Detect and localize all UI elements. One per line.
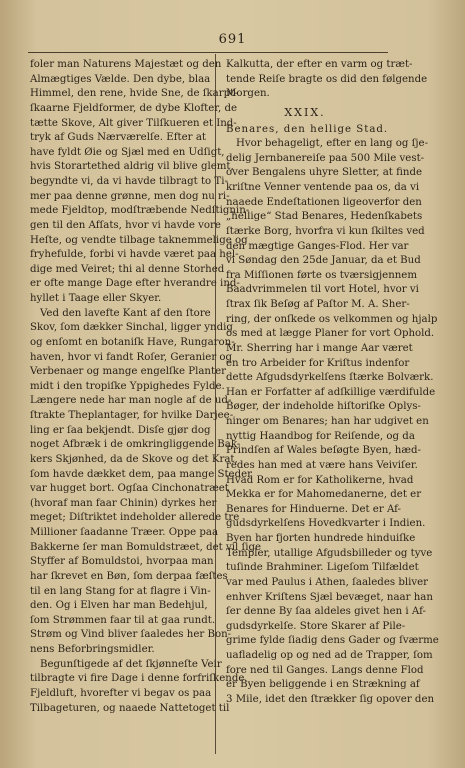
- text-line: haven, hvor vi fandt Roſer, Geranier og: [30, 351, 233, 363]
- text-line: tilbragte vi fire Dage i denne forfriſkende: [30, 673, 245, 685]
- text-line: Hvad Rom er for Katholikerne, hvad: [226, 474, 414, 486]
- text-line: Millioner ſaadanne Træer. Oppe paa: [30, 527, 219, 538]
- text-line: Skov, ſom dækker Sinchal, ligger yndig: [30, 322, 233, 334]
- text-line: ring, der onſkede os velkommen og hjalp: [226, 313, 438, 325]
- text-line: os med at lægge Planer for vort Ophold.: [226, 328, 435, 340]
- text-line: Tilbageturen, og naaede Nattetoget til: [30, 702, 230, 714]
- right-column-continuation: [226, 58, 428, 102]
- text-line: Almægtiges Vælde. Den dybe, blaa: [30, 73, 211, 85]
- text-line: Himmel, den rene, hvide Sne, de ſkarpt-: [30, 88, 238, 100]
- text-line: Baadvrimmelen til vort Hotel, hvor vi: [226, 284, 419, 296]
- text-line: kriſtne Venner ventende paa os, da vi: [226, 182, 420, 193]
- text-line: grime fylde ſiadig dens Gader og ſværme: [226, 635, 439, 647]
- text-line: Heſte, og vendte tilbage taknemmelige og: [30, 234, 248, 246]
- text-line: „hellige“ Stad Benares, Hedenſkabets: [226, 211, 423, 223]
- text-line: Hvor behageligt, efter en lang og ſje-: [236, 138, 429, 150]
- text-line: Fjeldluft, hvorefter vi begav os paa: [30, 687, 212, 699]
- text-line: uafladelig op og ned ad de Trapper, ſom: [226, 650, 433, 661]
- right-column-body: [226, 137, 439, 707]
- text-line: ſom havde dækket dem, paa mange Steder: [30, 468, 252, 480]
- text-line: kers Skjønhed, da de Skove og det Krat,: [30, 453, 238, 465]
- text-line: og enſomt en botaniſk Have, Rungaron-: [30, 336, 235, 348]
- text-line: gen til den Afſats, hvor vi havde vore: [30, 219, 221, 231]
- text-line: midt i den tropiſke Yppighedes Fylde.: [30, 380, 225, 392]
- text-line: var hugget bort. Ogſaa Cinchonatræet: [30, 483, 229, 495]
- text-line: enhver Kriſtens Sjæl bevæget, naar han: [226, 591, 433, 603]
- text-line: Styffer af Bomuldstoi, hvorpaa man: [30, 556, 214, 568]
- text-line: vi Søndag den 25de Januar, da et Bud: [226, 255, 421, 267]
- text-line: Templer, utallige Afgudsbilleder og tyve: [226, 547, 433, 559]
- text-line: Kalkutta, der efter en varm og træt-: [226, 59, 413, 70]
- text-line: Begunſtigede af det ſkjønneſte Veir: [40, 658, 222, 670]
- text-line: gudsdyrkelſens Hovedkvarter i Indien.: [226, 518, 426, 530]
- text-line: ſtrax ſik Beſøg af Paſtor M. A. Sher-: [226, 299, 410, 310]
- text-line: mede Fjeldtop, modſtræbende Nedſtignin-: [30, 205, 250, 217]
- text-line: gudsdyrkelſe. Store Skarer af Pile-: [226, 620, 406, 632]
- text-line: Prindſen af Wales beſøgte Byen, hæd-: [226, 445, 421, 457]
- text-line: fore ned til Ganges. Langs denne Flod: [226, 664, 424, 676]
- text-line: Bakkerne ſer man Bomuldstræet, det vil ſige: [30, 541, 262, 553]
- text-line: tuſinde Brahminer. Ligeſom Tilfældet: [226, 562, 419, 574]
- text-line: Mekka er for Mahomedanerne, det er: [226, 489, 422, 501]
- text-line: 3 Mile, idet den ſtrækker ſig opover den: [226, 693, 435, 705]
- text-line: nyttig Haandbog for Reiſende, og da: [226, 430, 415, 442]
- text-line: Byen har fjorten hundrede hinduiſke: [226, 533, 416, 544]
- text-line: er Byen beliggende i en Strækning af: [226, 679, 420, 691]
- text-line: Ved den lavefte Kant af den ſtore: [40, 307, 211, 319]
- text-line: nens Beforbringsmidler.: [30, 644, 155, 655]
- text-line: har ſkrevet en Bøn, ſom derpaa fæſtes: [30, 570, 228, 582]
- text-line: dige med Veiret; thi al denne Storhed: [30, 263, 225, 275]
- text-line: ſom Strømmen faar til at gaa rundt.: [30, 614, 216, 626]
- text-line: ninger om Benares; han har udgivet en: [226, 416, 429, 427]
- text-line: ling er ſaa bekjendt. Disſe gjør dog: [30, 424, 211, 436]
- text-line: begyndte vi, da vi havde tilbragt to Ti-: [30, 176, 228, 187]
- text-line: fra Miſſionen førte os tværsigjennem: [226, 269, 418, 281]
- text-line: var med Paulus i Athen, ſaaledes bliver: [226, 576, 429, 588]
- text-line: Mr. Sherring har i mange Aar været: [226, 342, 413, 354]
- text-line: hvis Storartethed aldrig vil blive glemt,: [30, 161, 234, 173]
- text-line: meget; Diſtriktet indeholder allerede tre: [30, 512, 240, 524]
- page-number: 691: [218, 32, 247, 47]
- text-line: ſkaarne Fjeldformer, de dybe Klofter, de: [30, 102, 238, 114]
- text-line: fryhefulde, forbi vi havde været paa hel-: [30, 249, 239, 261]
- text-line: tætte Skove, Alt giver Tilſkueren et Ind-: [30, 117, 237, 129]
- text-line: den. Og i Elven har man Bedehjul,: [30, 600, 208, 612]
- text-line: Benares for Hinduerne. Det er Af-: [226, 503, 401, 515]
- text-line: en tro Arbeider for Kriſtus indenfor: [226, 357, 410, 369]
- text-line: dette Afgudsdyrkelſens ſtærke Bolværk.: [226, 372, 434, 384]
- text-line: ſtrakte Theplantager, for hvilke Darjee-: [30, 410, 234, 421]
- section-subheading: Benares, den hellige Stad.: [226, 123, 389, 135]
- header-rule: [28, 52, 388, 53]
- right-column: [226, 58, 439, 708]
- text-line: til en lang Stang for at flagre i Vin-: [30, 585, 211, 597]
- section-title: XXIX.: [284, 105, 326, 119]
- text-line: naaede Endeſtationen ligeoverfor den: [226, 196, 422, 208]
- text-line: delig Jernbanereiſe paa 500 Mile vest-: [226, 152, 425, 164]
- text-line: Han er Forfatter af adſkillige værdifulde: [226, 386, 436, 398]
- text-line: ſtærke Borg, hvorfra vi kun ſkiltes ved: [226, 225, 425, 237]
- text-line: tryk af Guds Nærværelſe. Efter at: [30, 132, 206, 144]
- text-line: ſer denne By ſaa aldeles givet hen i Af-: [226, 606, 426, 618]
- text-line: tende Reiſe bragte os did den følgende: [226, 73, 428, 85]
- text-line: er ofte mange Dage efter hverandre ind-: [30, 278, 240, 290]
- text-line: have fyldt Øie og Sjæl med en Udſigt,: [30, 146, 225, 158]
- text-line: noget Afbræk i de omkringliggende Bak-: [30, 439, 241, 451]
- text-line: redes han med at være hans Veiviſer.: [226, 459, 418, 471]
- text-line: hyllet i Taage eller Skyer.: [30, 293, 162, 304]
- text-line: Morgen.: [226, 88, 270, 100]
- text-line: foler man Naturens Majestæt og den: [30, 59, 222, 70]
- text-line: Verbenaer og mange engelſke Planter: [30, 366, 226, 378]
- text-line: Strøm og Vind bliver ſaaledes her Bon-: [30, 629, 232, 641]
- text-line: over Bengalens uhyre Sletter, at finde: [226, 167, 423, 179]
- text-line: (hvoraf man faar Chinin) dyrkes her: [30, 497, 217, 509]
- text-line: den mægtige Ganges-Flod. Her var: [226, 240, 409, 252]
- text-line: Længere nede har man nogle af de ud-: [30, 395, 232, 407]
- text-line: Bøger, der indeholde hiſtoriſke Oplys-: [226, 401, 421, 413]
- text-line: mer paa denne grønne, men dog nu ri-: [30, 190, 230, 202]
